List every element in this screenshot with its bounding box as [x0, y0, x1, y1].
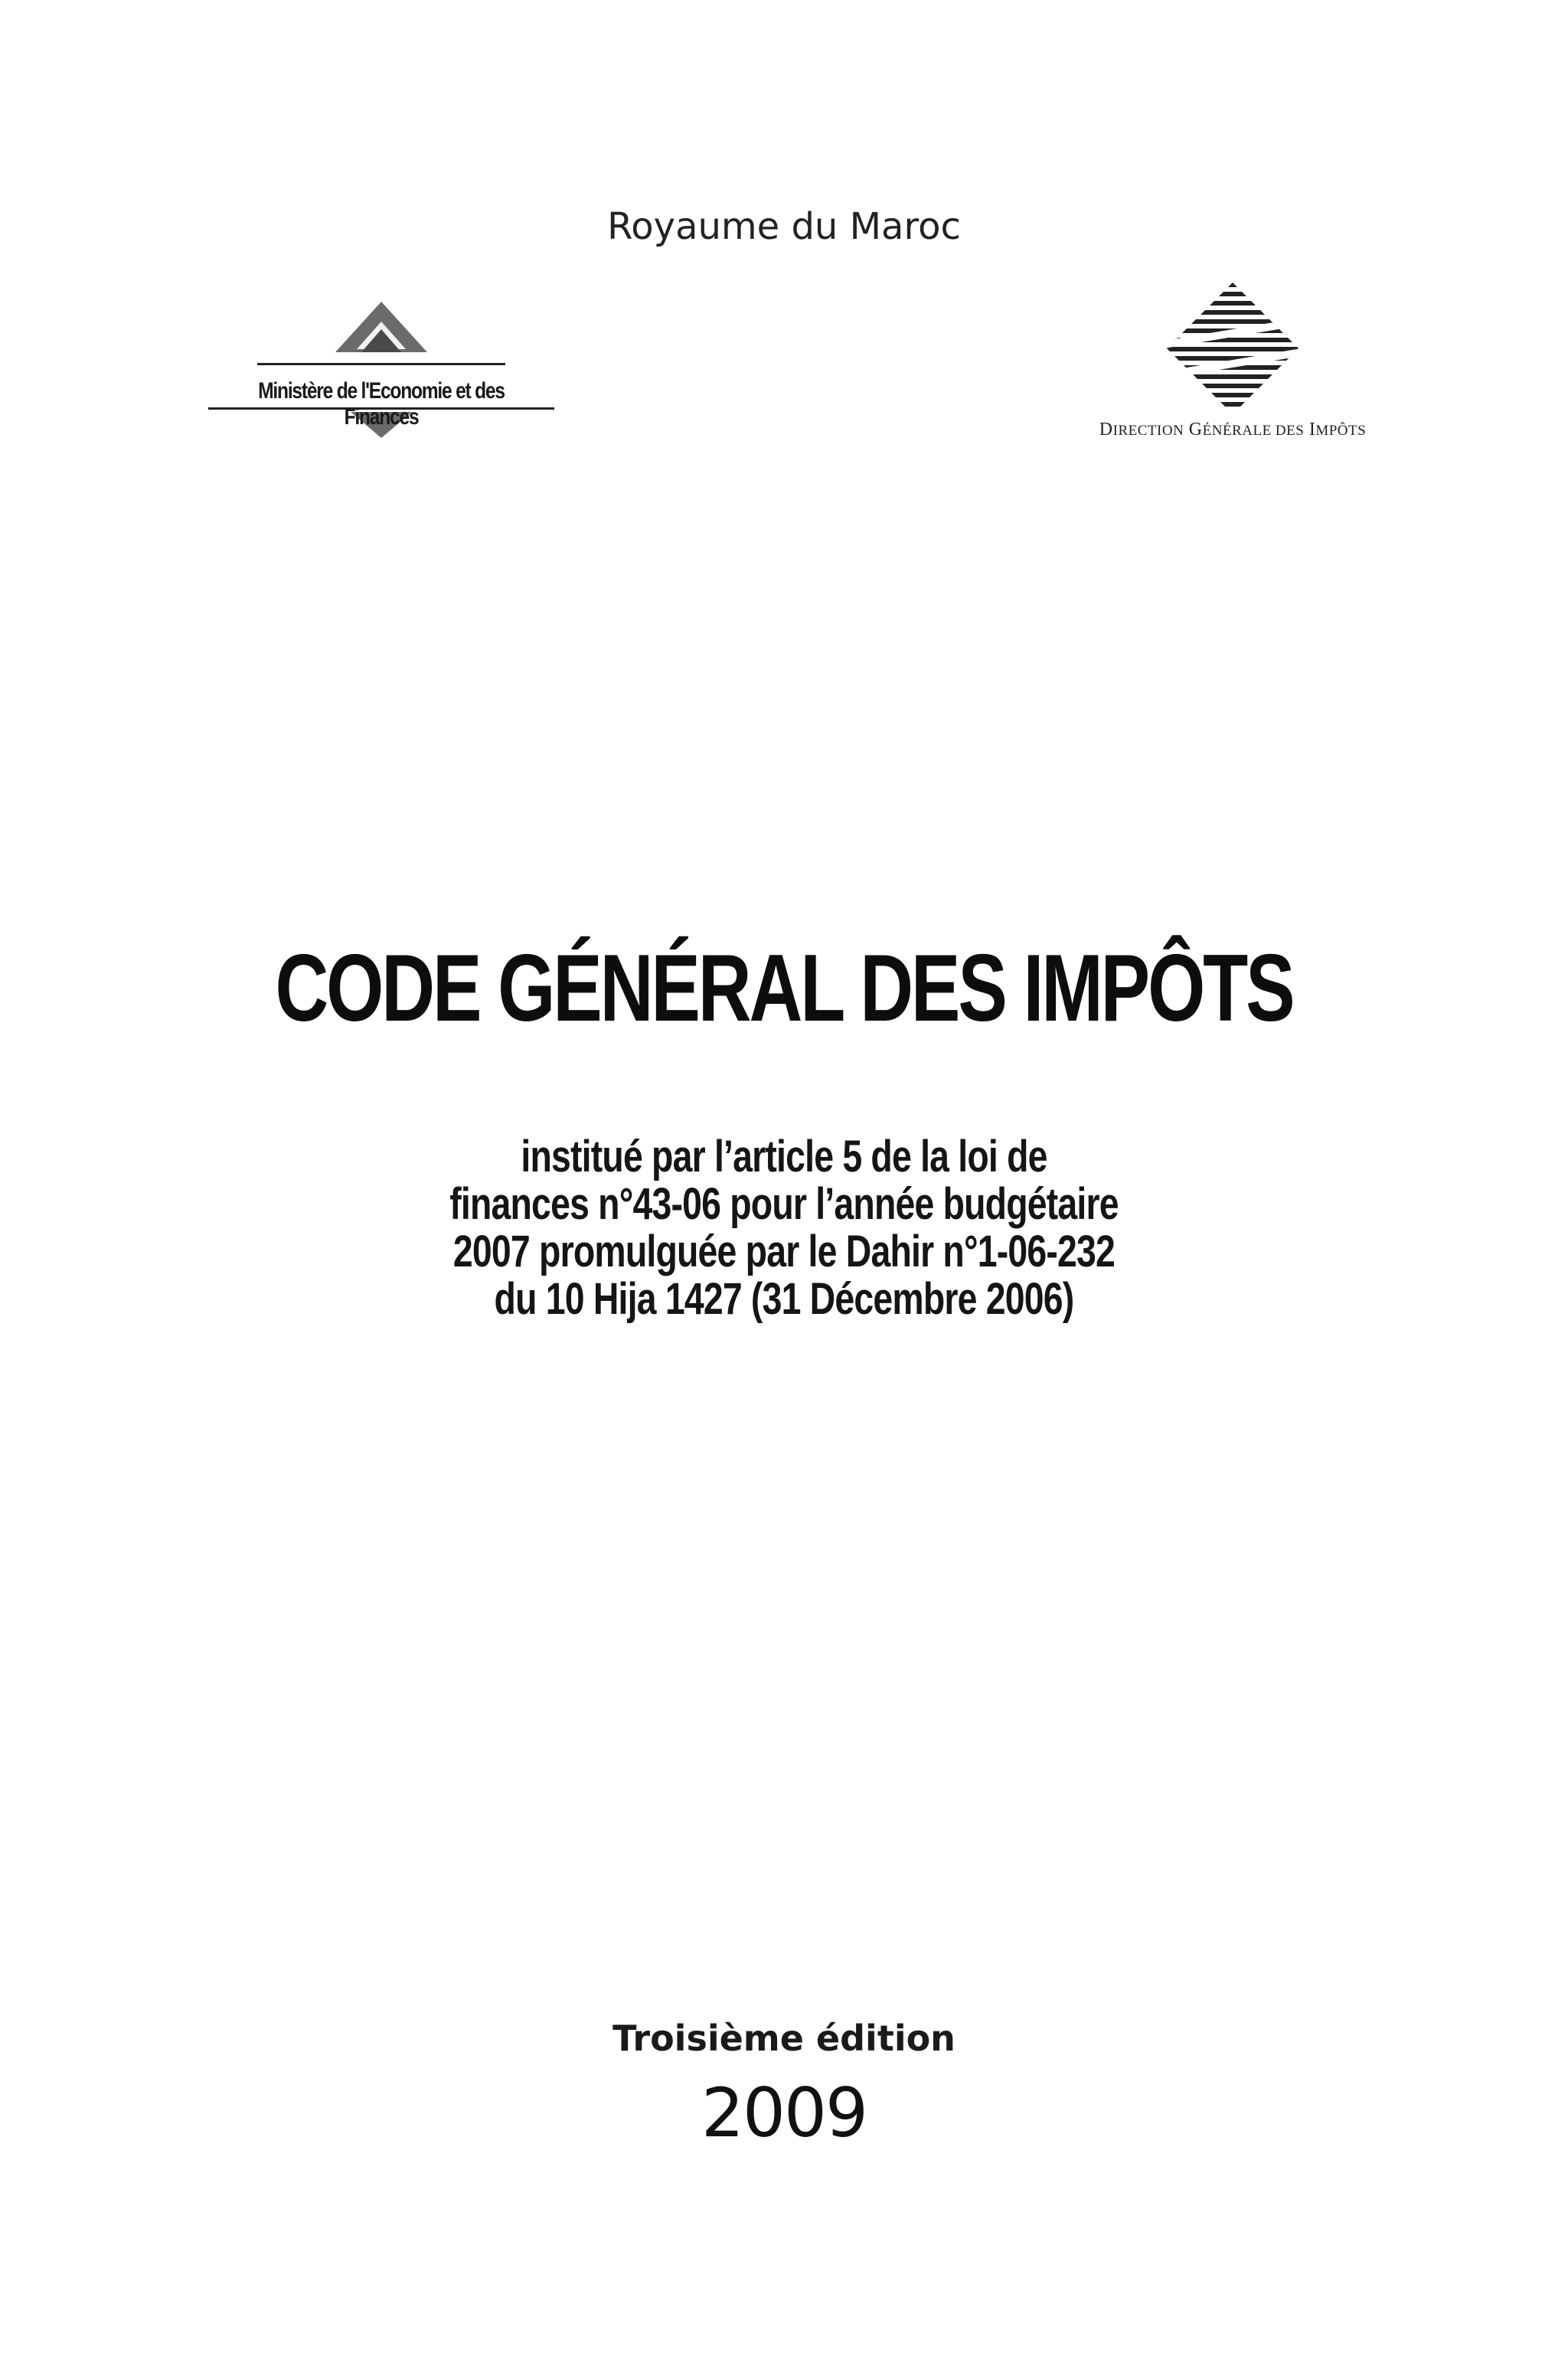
dgi-logo [1064, 276, 1401, 444]
dgi-diamond-icon [1064, 276, 1401, 413]
document-subtitle [157, 1133, 1411, 1323]
dgi-caption: DIRECTION GÉNÉRALE DES IMPÔTS [1099, 420, 1367, 440]
document-title: CODE GÉNÉRAL DES IMPÔTS [275, 936, 1293, 1041]
ministry-logo [205, 299, 557, 444]
subtitle-line: finances n°43-06 pour l’année budgétaire [449, 1179, 1119, 1229]
ministry-name: Ministère de l'Economie et des Finances [258, 378, 505, 430]
edition-label: Troisième édition [612, 2018, 956, 2059]
country-header: Royaume du Maroc [607, 205, 961, 248]
subtitle-line: 2007 promulguée par le Dahir n°1-06-232 [452, 1227, 1116, 1276]
subtitle-line: institué par l’article 5 de la loi de [521, 1132, 1047, 1181]
subtitle-line: du 10 Hija 1427 (31 Décembre 2006) [494, 1274, 1074, 1324]
edition-year: 2009 [701, 2073, 867, 2152]
